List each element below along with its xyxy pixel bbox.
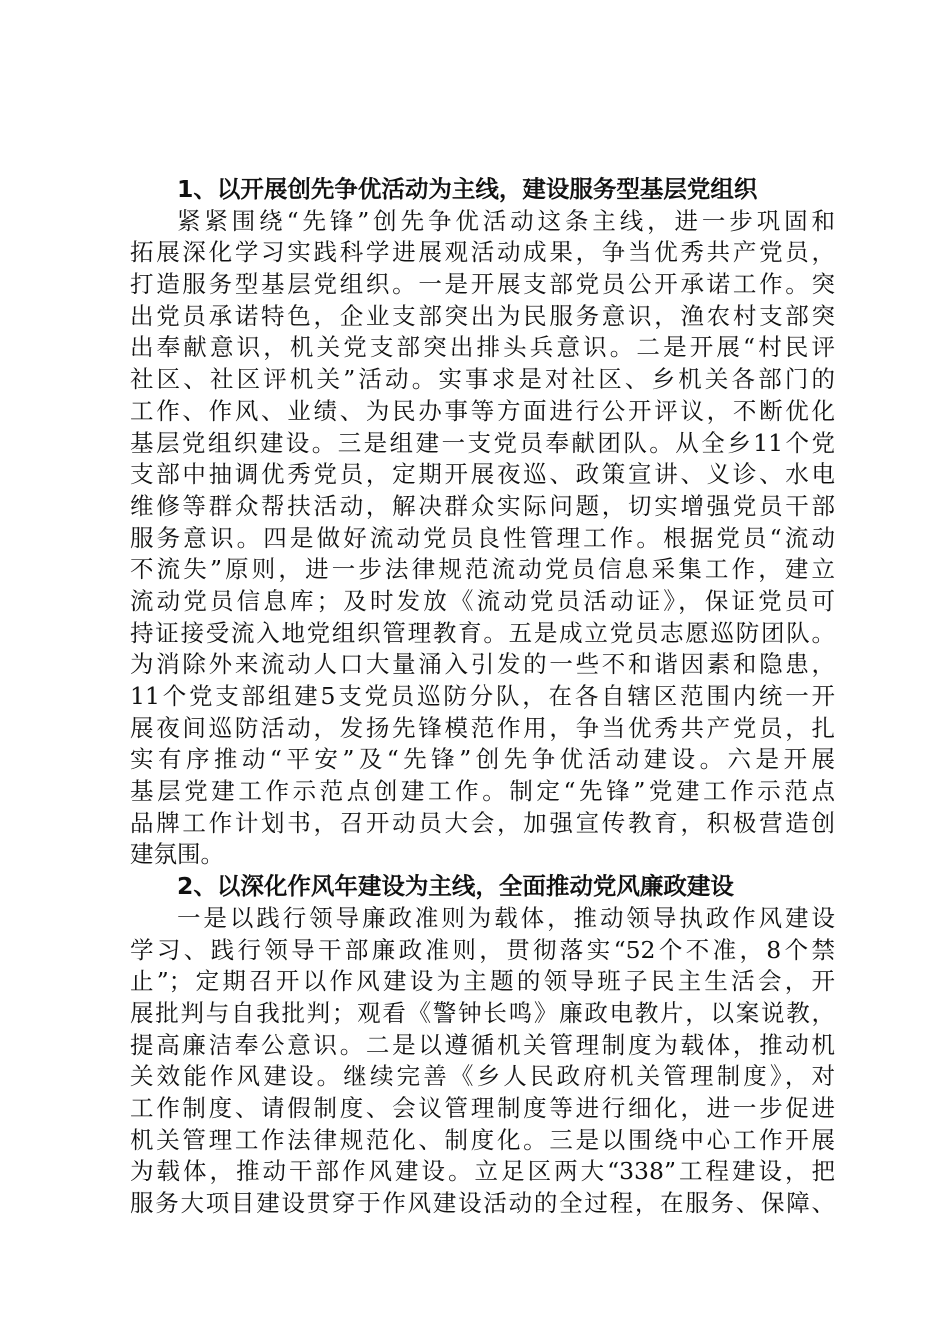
paragraph-line: 展夜间巡防活动，发扬先锋模范作用，争当优秀共产党员，扎 [130,713,835,742]
paragraph-line: 建氛围。 [130,840,224,869]
paragraph-line: 品牌工作计划书，召开动员大会，加强宣传教育，积极营造创 [130,808,835,837]
paragraph-line: 支部中抽调优秀党员，定期开展夜巡、政策宣讲、义诊、水电 [130,460,835,489]
paragraph-line: 流动党员信息库；及时发放《流动党员活动证》，保证党员可 [130,586,835,615]
document-page [130,174,835,1220]
paragraph-line: 工作、作风、业绩、为民办事等方面进行公开评议，不断优化 [130,396,835,425]
paragraph-line: 关效能作风建设。继续完善《乡人民政府机关管理制度》，对 [130,1062,835,1091]
paragraph-line: 11个党支部组建5支党员巡防分队，在各自辖区范围内统一开 [130,682,835,710]
section-1-body [130,206,835,871]
paragraph-line: 为载体，推动干部作风建设。立足区两大“338”工程建设，把 [130,1157,835,1186]
paragraph-line: 展批判与自我批判；观看《警钟长鸣》廉政电教片，以案说教， [130,998,835,1027]
section-1-heading: 1、以开展创先争优活动为主线，建设服务型基层党组织 [177,175,758,203]
paragraph-line: 出奉献意识，机关党支部突出排头兵意识。二是开展“村民评 [130,333,835,362]
paragraph-line: 基层党建工作示范点创建工作。制定“先锋”党建工作示范点 [130,777,835,806]
paragraph-line: 一是以践行领导廉政准则为载体，推动领导执政作风建设 [177,903,835,932]
paragraph-line: 维修等群众帮扶活动，解决群众实际问题，切实增强党员干部 [130,491,835,520]
paragraph-line: 工作制度、请假制度、会议管理制度等进行细化，进一步促进 [130,1093,835,1122]
paragraph-line: 为消除外来流动人口大量涌入引发的一些不和谐因素和隐患， [130,650,835,679]
paragraph-line: 实有序推动“平安”及“先锋”创先争优活动建设。六是开展 [130,745,835,774]
paragraph-line: 社区、社区评机关”活动。实事求是对社区、乡机关各部门的 [130,365,835,394]
paragraph-line: 不流失”原则，进一步法律规范流动党员信息采集工作，建立 [130,555,835,584]
paragraph-line: 服务大项目建设贯穿于作风建设活动的全过程，在服务、保障、 [130,1189,835,1217]
paragraph-line: 打造服务型基层党组织。一是开展支部党员公开承诺工作。突 [130,270,835,299]
section-2-heading: 2、以深化作风年建设为主线，全面推动党风廉政建设 [177,872,734,901]
paragraph-line: 紧紧围绕“先锋”创先争优活动这条主线，进一步巩固和 [177,206,835,235]
paragraph-line: 机关管理工作法律规范化、制度化。三是以围绕中心工作开展 [130,1125,835,1154]
paragraph-line: 服务意识。四是做好流动党员良性管理工作。根据党员“流动 [130,523,835,552]
section-2-body [130,903,835,1220]
paragraph-line: 学习、践行领导干部廉政准则，贯彻落实“52个不准，8个禁 [130,935,835,964]
paragraph-line: 止”；定期召开以作风建设为主题的领导班子民主生活会，开 [130,967,835,996]
paragraph-line: 提高廉洁奉公意识。二是以遵循机关管理制度为载体，推动机 [130,1030,835,1059]
paragraph-line: 持证接受流入地党组织管理教育。五是成立党员志愿巡防团队。 [130,618,835,647]
paragraph-line: 出党员承诺特色，企业支部突出为民服务意识，渔农村支部突 [130,301,835,330]
paragraph-line: 拓展深化学习实践科学进展观活动成果，争当优秀共产党员， [130,238,835,267]
paragraph-line: 基层党组织建设。三是组建一支党员奉献团队。从全乡11个党 [130,428,835,457]
